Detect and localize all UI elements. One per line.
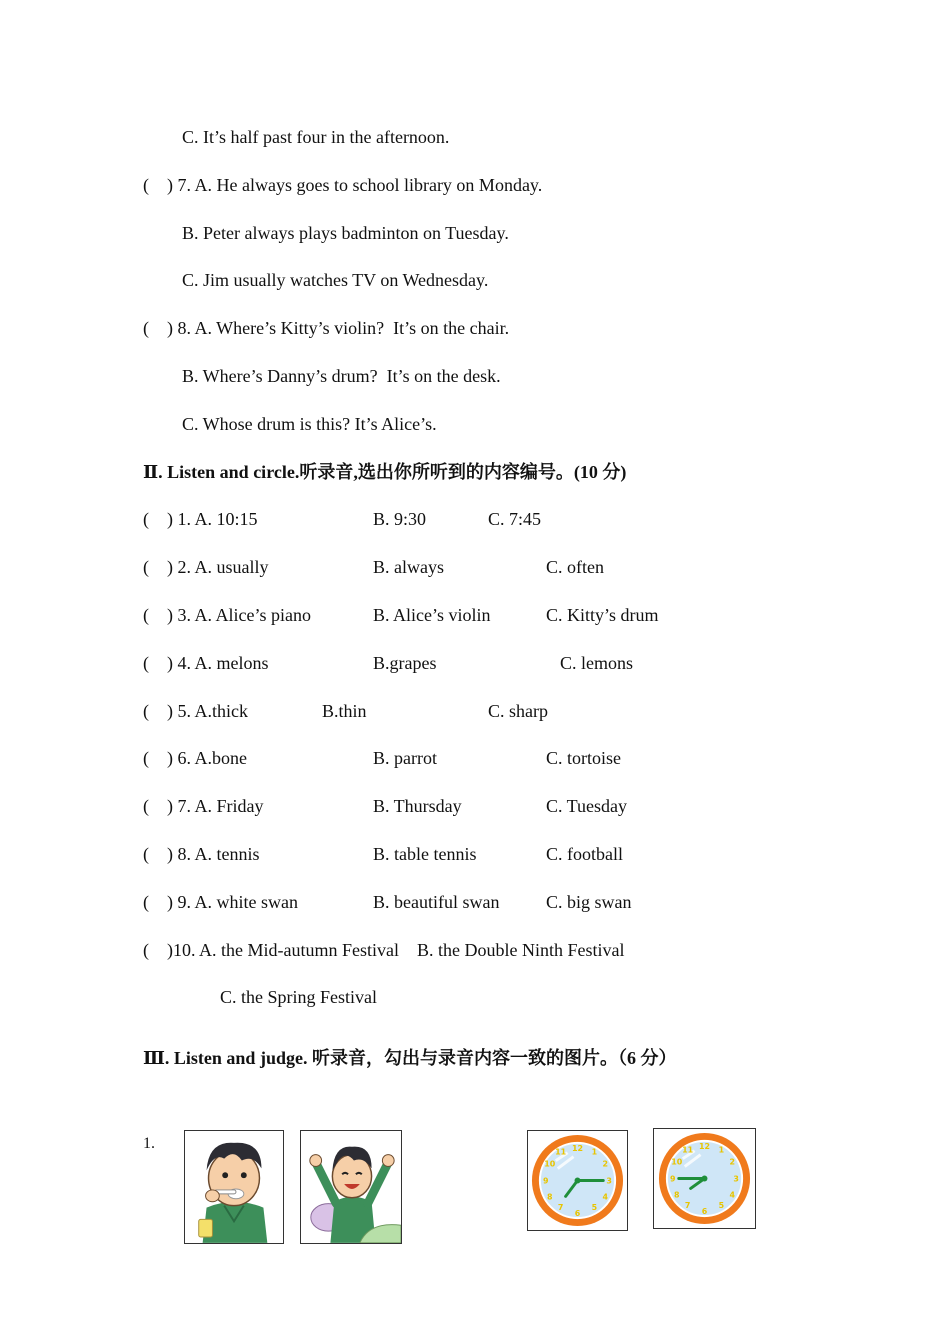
svg-text:5: 5	[591, 1203, 598, 1213]
section3-title: Ⅲ. Listen and judge. 听录音，勾出与录音内容一致的图片。（6 分）	[143, 1048, 677, 1068]
s2-q5-option-c: C. sharp	[488, 701, 548, 721]
s2-q7-option-a: ( ) 7. A. Friday	[143, 796, 264, 816]
picture-boy-brushing-teeth[interactable]	[184, 1130, 284, 1244]
s3-q1-number: 1.	[143, 1135, 155, 1152]
s2-q5-option-b: B.thin	[322, 701, 367, 721]
s2-q2-option-c: C. often	[546, 557, 604, 577]
svg-text:4: 4	[729, 1190, 735, 1200]
svg-text:11: 11	[555, 1147, 567, 1157]
svg-text:2: 2	[729, 1157, 735, 1167]
s2-q3-option-b: B. Alice’s violin	[373, 605, 491, 625]
svg-text:10: 10	[544, 1159, 556, 1169]
q6-option-c: C. It’s half past four in the afternoon.	[182, 127, 450, 147]
s2-q3-option-a: ( ) 3. A. Alice’s piano	[143, 605, 311, 625]
svg-text:9: 9	[670, 1174, 676, 1184]
s2-q4-option-a: ( ) 4. A. melons	[143, 653, 269, 673]
s2-q7-option-c: C. Tuesday	[546, 796, 628, 816]
q7-option-a: ( ) 7. A. He always goes to school library on Monday.	[143, 175, 543, 195]
clock-icon	[528, 1131, 627, 1230]
s2-q3-option-c: C. Kitty’s drum	[546, 605, 659, 625]
s2-q4-option-c: C. lemons	[560, 653, 634, 673]
picture-clock-1[interactable]	[527, 1130, 628, 1231]
clock-icon	[654, 1129, 755, 1228]
s2-q1-option-a: ( ) 1. A. 10:15	[143, 509, 258, 529]
s2-q2-option-a: ( ) 2. A. usually	[143, 557, 269, 577]
s2-q2-option-b: B. always	[373, 557, 444, 577]
s2-q4-option-b: B.grapes	[373, 653, 437, 673]
s2-q1-option-b: B. 9:30	[373, 509, 427, 529]
svg-text:11: 11	[682, 1145, 694, 1155]
section2-title: Ⅱ. Listen and circle.听录音,选出你所听到的内容编号。(10 分)	[143, 462, 627, 482]
svg-text:4: 4	[602, 1192, 608, 1202]
s2-q9-option-a: ( ) 9. A. white swan	[143, 892, 298, 912]
svg-text:12: 12	[571, 1143, 584, 1153]
brushing-teeth-icon	[185, 1131, 283, 1243]
s2-q6-option-a: ( ) 6. A.bone	[143, 748, 247, 768]
svg-text:3: 3	[606, 1176, 612, 1186]
s2-q8-option-b: B. table tennis	[373, 844, 477, 864]
svg-text:1: 1	[718, 1145, 725, 1155]
q8-option-b: B. Where’s Danny’s drum? It’s on the desk.	[182, 366, 501, 386]
getting-up-icon	[301, 1131, 401, 1243]
svg-text:9: 9	[543, 1176, 549, 1186]
q7-option-b: B. Peter always plays badminton on Tuesday.	[182, 223, 509, 243]
s2-q5-option-a: ( ) 5. A.thick	[143, 701, 248, 721]
svg-text:6: 6	[574, 1209, 581, 1219]
svg-text:8: 8	[674, 1190, 680, 1200]
s2-q8-option-c: C. football	[546, 844, 623, 864]
svg-text:2: 2	[602, 1159, 608, 1169]
svg-text:7: 7	[684, 1201, 691, 1211]
svg-text:3: 3	[733, 1174, 739, 1184]
s2-q10-options-ab: ( )10. A. the Mid-autumn Festival B. the Double Ninth Festival	[143, 940, 625, 960]
svg-text:12: 12	[698, 1141, 711, 1151]
s2-q10-option-c: C. the Spring Festival	[220, 987, 377, 1007]
svg-text:1: 1	[591, 1147, 598, 1157]
svg-text:7: 7	[557, 1203, 564, 1213]
s2-q9-option-c: C. big swan	[546, 892, 632, 912]
s2-q6-option-c: C. tortoise	[546, 748, 621, 768]
svg-text:5: 5	[718, 1201, 725, 1211]
s2-q6-option-b: B. parrot	[373, 748, 437, 768]
s2-q9-option-b: B. beautiful swan	[373, 892, 500, 912]
svg-text:10: 10	[671, 1157, 683, 1167]
picture-boy-getting-up[interactable]	[300, 1130, 402, 1244]
svg-text:6: 6	[701, 1207, 708, 1217]
s2-q1-option-c: C. 7:45	[488, 509, 542, 529]
s2-q8-option-a: ( ) 8. A. tennis	[143, 844, 260, 864]
q7-option-c: C. Jim usually watches TV on Wednesday.	[182, 270, 489, 290]
svg-text:8: 8	[547, 1192, 553, 1202]
picture-clock-2[interactable]	[653, 1128, 756, 1229]
q8-option-c: C. Whose drum is this? It’s Alice’s.	[182, 414, 437, 434]
q8-option-a: ( ) 8. A. Where’s Kitty’s violin? It’s on the chair.	[143, 318, 510, 338]
s2-q7-option-b: B. Thursday	[373, 796, 462, 816]
